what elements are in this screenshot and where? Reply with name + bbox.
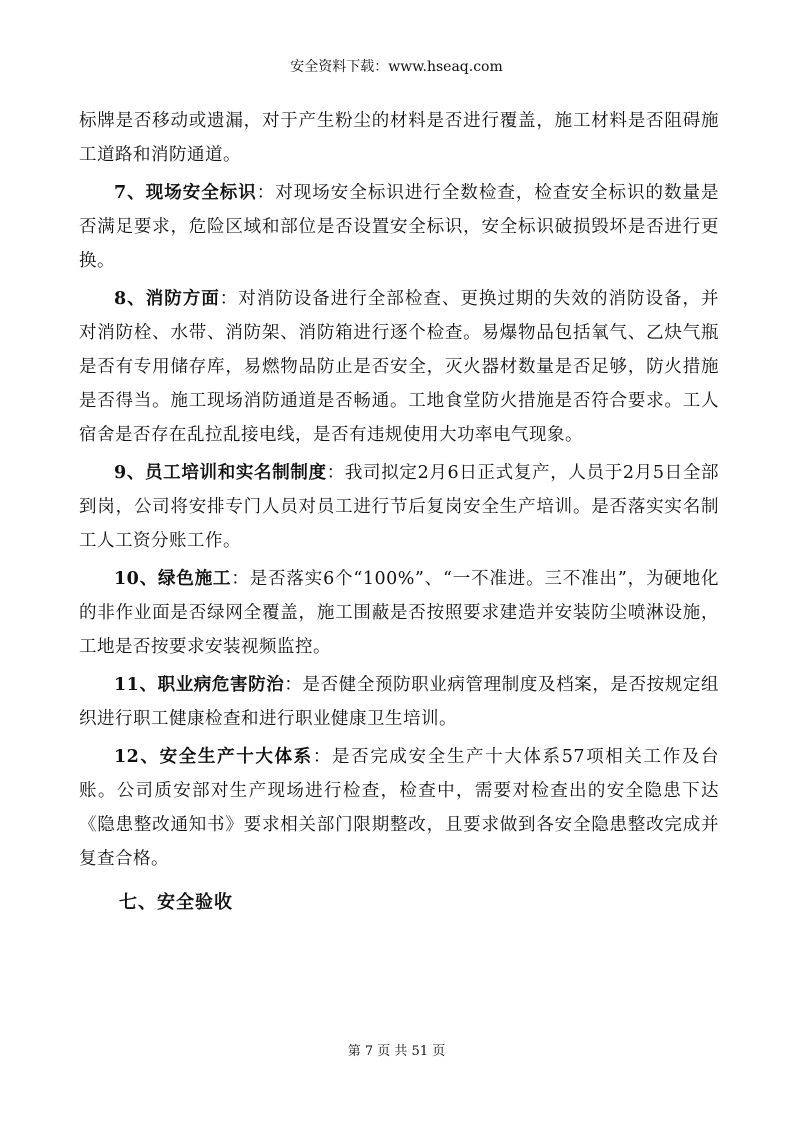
item-label: 10、绿色施工: [114, 569, 232, 589]
paragraph-continuation: [79, 104, 719, 172]
item-label: 8、消防方面: [114, 289, 220, 309]
page-number: 第 7 页 共 51 页: [347, 1044, 446, 1059]
paragraph-item-10: [79, 562, 719, 664]
item-label: 7、现场安全标识: [114, 183, 257, 203]
item-text: ：是否落实6个“100%”、“一不准进。三不准出”，为硬地化的非作业面是否绿网全覆盖，施工围蔽是否按照要求建造并安装防尘喷淋设施，工地是否按要求安装视频监控。: [79, 569, 719, 657]
paragraph-item-11: [79, 668, 719, 736]
item-text: ：是否完成安全生产十大体系57项相关工作及台账。公司质安部对生产现场进行检查，检查中，需要对检查出的安全隐患下达《隐患整改通知书》要求相关部门限期整改，且要求做到各安全隐患整改完成并复查合格。: [79, 747, 719, 869]
paragraph-text: 标牌是否移动或遗漏，对于产生粉尘的材料是否进行覆盖，施工材料是否阻碍施工道路和消防通道。: [79, 111, 719, 165]
item-label: 9、员工培训和实名制制度: [114, 463, 327, 483]
item-label: 12、安全生产十大体系: [114, 747, 313, 767]
item-text: ：是否健全预防职业病管理制度及档案，是否按规定组织进行职工健康检查和进行职业健康卫生培训。: [79, 675, 720, 729]
document-body: [79, 104, 719, 924]
item-text: ：对现场安全标识进行全数检查，检查安全标识的数量是否满足要求，危险区域和部位是否设置安全标识，安全标识破损毁坏是否进行更换。: [79, 183, 719, 271]
item-text: ：对消防设备进行全部检查、更换过期的失效的消防设备，并对消防栓、水带、消防架、消防箱进行逐个检查。易爆物品包括氧气、乙炔气瓶是否有专用储存库，易燃物品防止是否安全，灭火器材数量是否足够，防火措施是否得当。施工现场消防通道是否畅通。工地食堂防火措施是否符合要求。工人宿舍是否存在乱拉乱接电线，是否有违规使用大功率电气现象。: [79, 289, 720, 445]
item-label: 11、职业病危害防治: [114, 675, 285, 695]
paragraph-item-8: [79, 282, 719, 452]
section-heading: 七、安全验收: [119, 892, 233, 913]
page-header: 安全资料下载：www.hseaq.com: [290, 59, 503, 75]
paragraph-item-12: [79, 740, 719, 876]
paragraph-item-9: [79, 456, 719, 558]
paragraph-item-7: [79, 176, 719, 278]
item-text: ：我司拟定2月6日正式复产，人员于2月5日全部到岗，公司将安排专门人员对员工进行节后复岗安全生产培训。是否落实实名制工人工资分账工作。: [79, 463, 719, 551]
